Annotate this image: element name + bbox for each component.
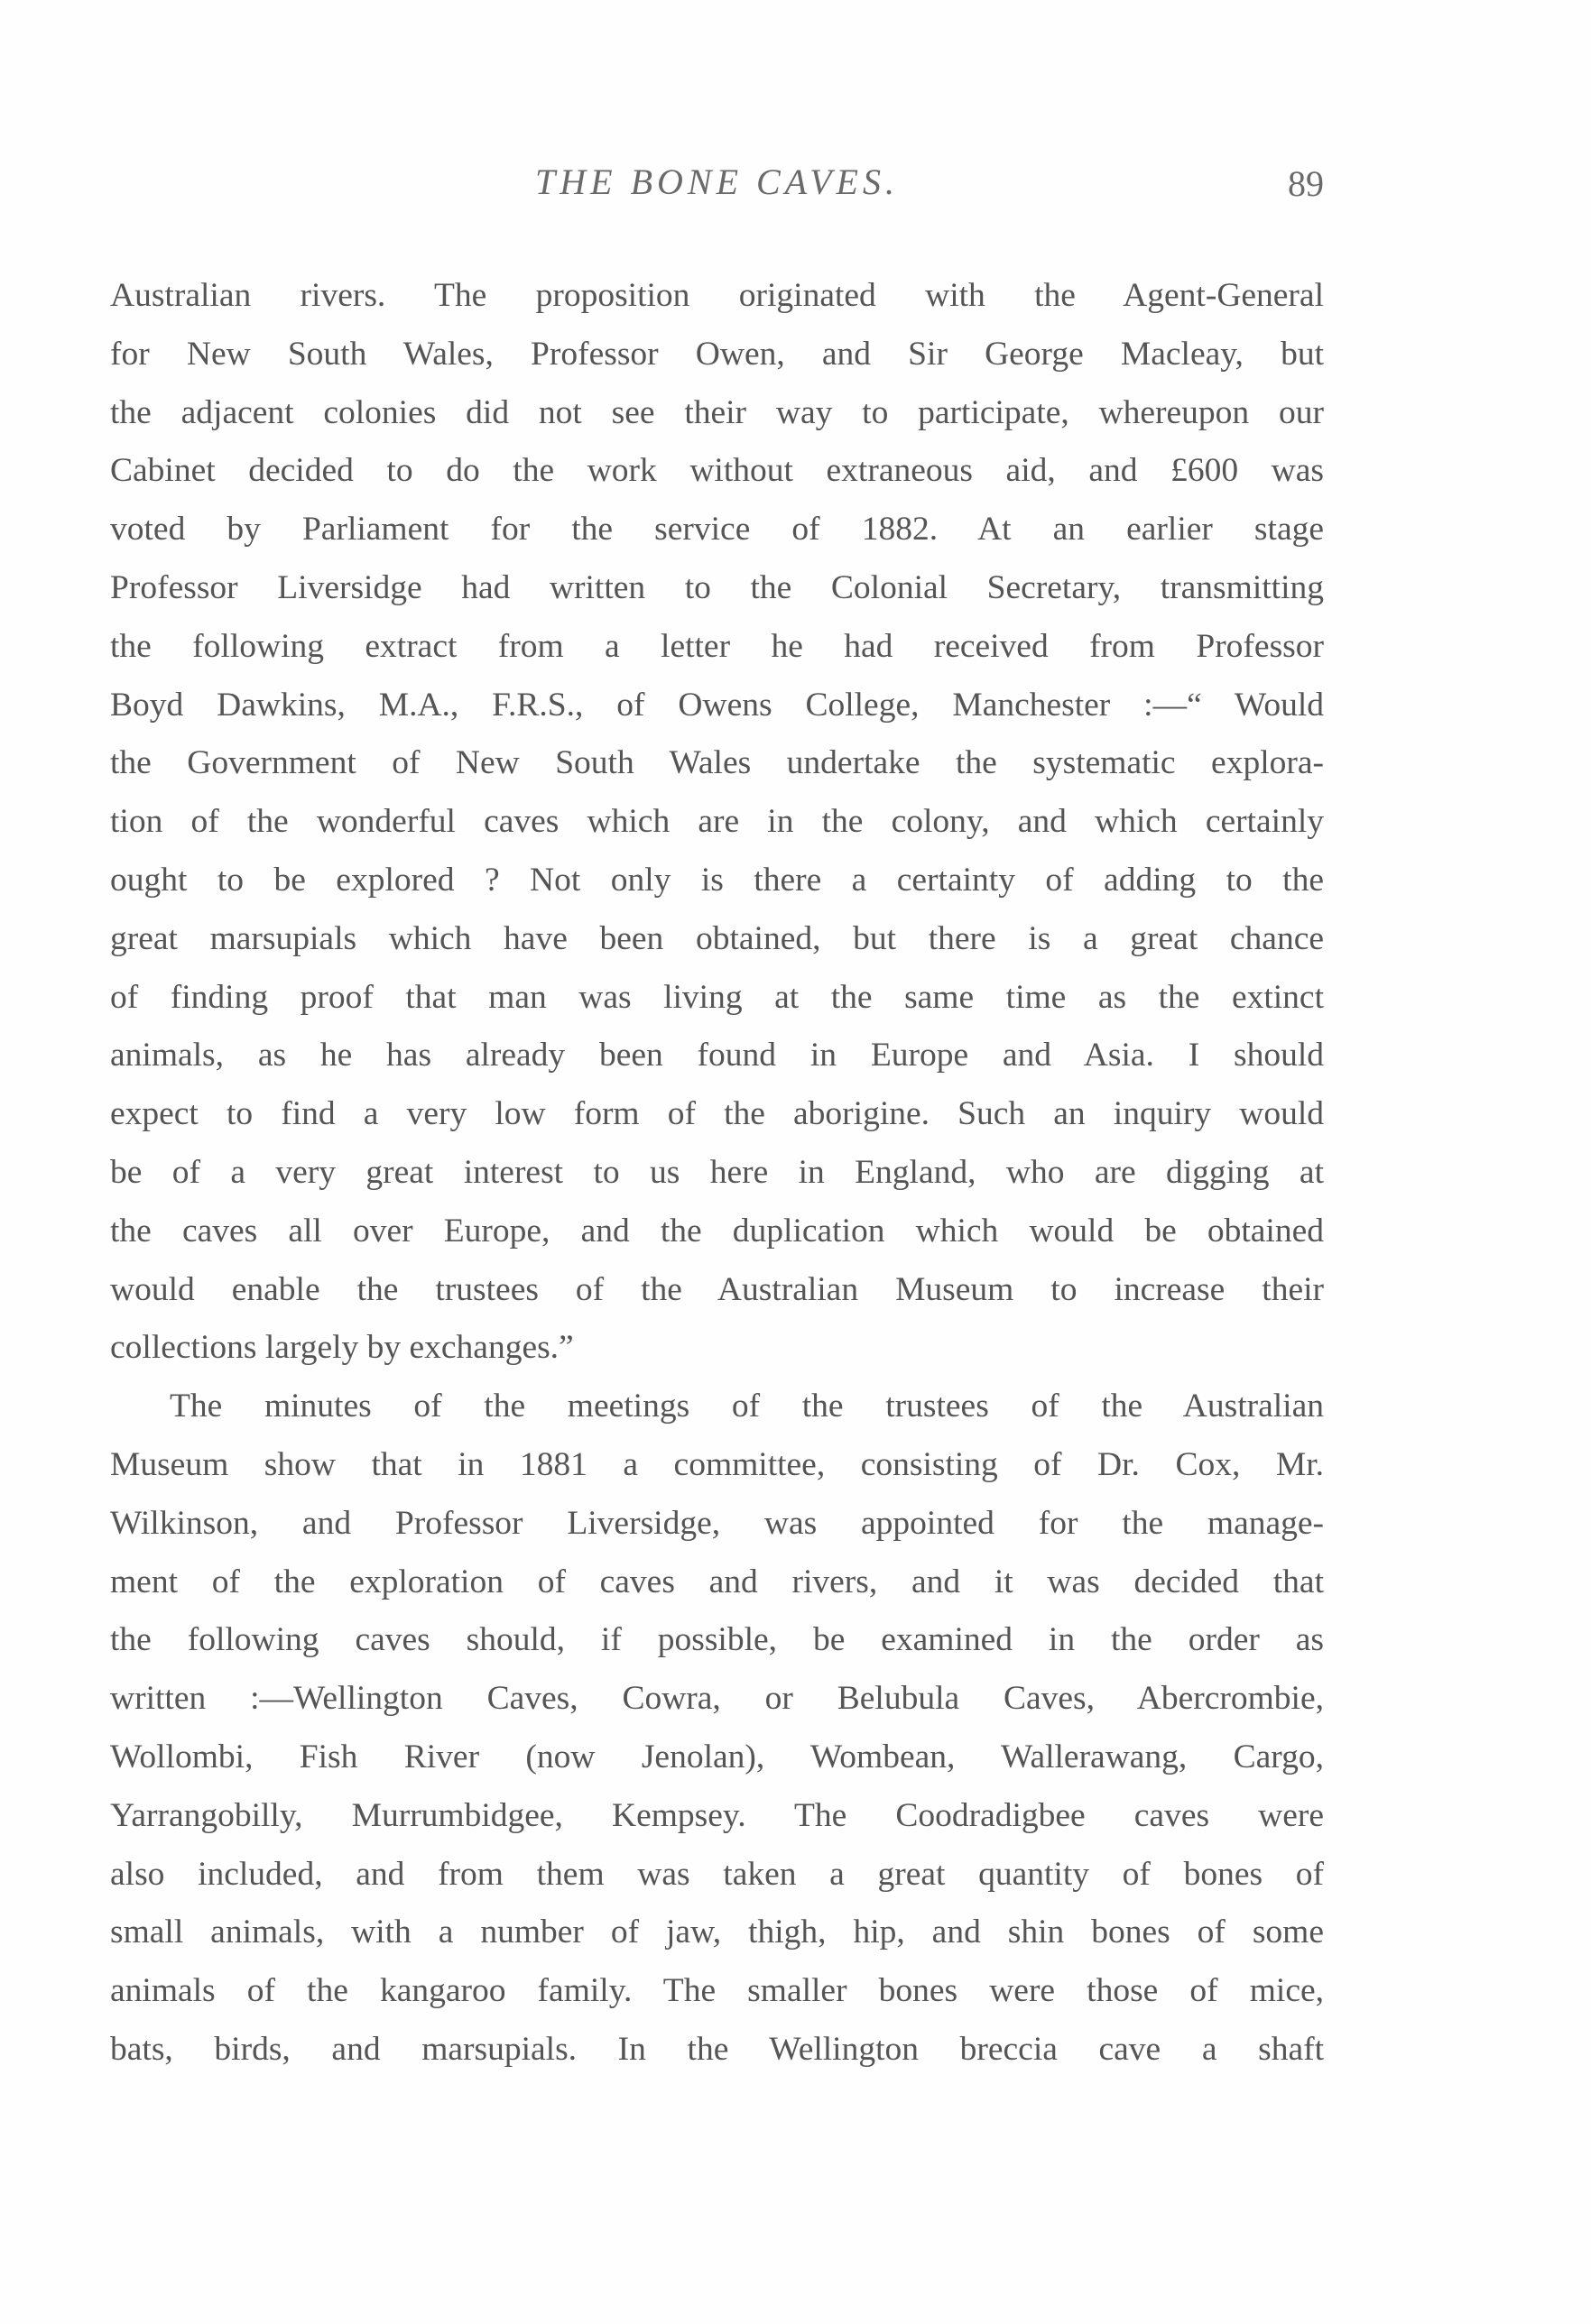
- text-line: be of a very great interest to us here in England, who are digging at: [110, 1153, 1324, 1191]
- text-line: also included, and from them was taken a great quantity of bones of: [110, 1855, 1324, 1893]
- text-line: Boyd Dawkins, M.A., F.R.S., of Owens College, Manchester :—“ Would: [110, 686, 1324, 724]
- text-line: written :—Wellington Caves, Cowra, or Belubula Caves, Abercrombie,: [110, 1680, 1324, 1718]
- text-line: the adjacent colonies did not see their way to participate, whereupon our: [110, 393, 1324, 431]
- text-line: animals of the kangaroo family. The smaller bones were those of mice,: [110, 1972, 1324, 2010]
- text-line: would enable the trustees of the Australian Museum to increase their: [110, 1270, 1324, 1308]
- text-line: of finding proof that man was living at the same time as the extinct: [110, 978, 1324, 1016]
- text-line: collections largely by exchanges.”: [110, 1329, 574, 1367]
- text-line: Professor Liversidge had written to the Colonial Secretary, transmitting: [110, 568, 1324, 606]
- text-line: the Government of New South Wales undertake the systematic explora-: [110, 744, 1324, 782]
- text-line: Museum show that in 1881 a committee, consisting of Dr. Cox, Mr.: [110, 1445, 1324, 1483]
- running-title: THE BONE CAVES.: [535, 161, 899, 202]
- text-line: Wilkinson, and Professor Liversidge, was appointed for the manage-: [110, 1504, 1324, 1542]
- page-number: 89: [1288, 163, 1324, 204]
- paragraph-2: [110, 1378, 1324, 2080]
- text-line: Australian rivers. The proposition originated with the Agent-General: [110, 277, 1324, 314]
- text-line: voted by Parliament for the service of 1882. At an earlier stage: [110, 511, 1324, 549]
- text-line: Wollombi, Fish River (now Jenolan), Wombean, Wallerawang, Cargo,: [110, 1738, 1324, 1775]
- text-line: expect to find a very low form of the aborigine. Such an inquiry would: [110, 1095, 1324, 1133]
- text-line: the caves all over Europe, and the duplication which would be obtained: [110, 1212, 1324, 1250]
- body-text: [110, 267, 1324, 2080]
- text-line: animals, as he has already been found in Europe and Asia. I should: [110, 1037, 1324, 1074]
- text-line: small animals, with a number of jaw, thigh, hip, and shin bones of some: [110, 1914, 1324, 1951]
- text-line: Yarrangobilly, Murrumbidgee, Kempsey. The Coodradigbee caves were: [110, 1796, 1324, 1834]
- paragraph-1: [110, 267, 1324, 1378]
- text-line: Cabinet decided to do the work without extraneous aid, and £600 was: [110, 452, 1324, 490]
- text-line: tion of the wonderful caves which are in the colony, and which certainly: [110, 803, 1324, 841]
- running-head: [110, 161, 1324, 215]
- text-line: great marsupials which have been obtained, but there is a great chance: [110, 919, 1324, 957]
- text-line: the following caves should, if possible, be examined in the order as: [110, 1621, 1324, 1659]
- text-line: the following extract from a letter he had received from Professor: [110, 627, 1324, 665]
- text-line: ment of the exploration of caves and rivers, and it was decided that: [110, 1563, 1324, 1600]
- text-line: bats, birds, and marsupials. In the Wellington breccia cave a shaft: [110, 2030, 1324, 2068]
- text-line: ought to be explored ? Not only is there a certainty of adding to the: [110, 861, 1324, 899]
- text-line: The minutes of the meetings of the trustees of the Australian: [170, 1388, 1324, 1425]
- text-line: for New South Wales, Professor Owen, and Sir George Macleay, but: [110, 335, 1324, 373]
